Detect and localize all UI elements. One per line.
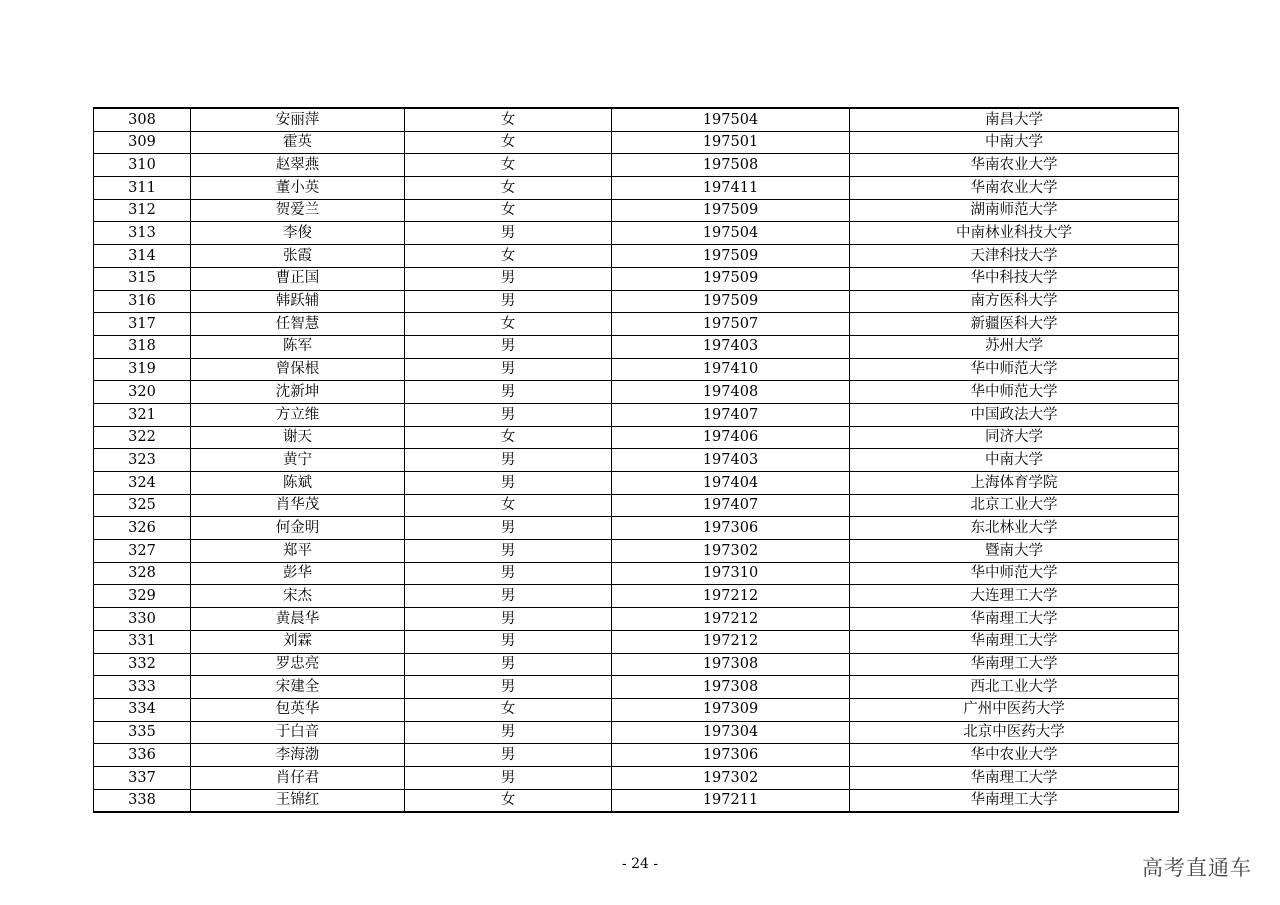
page-number: - 24 - bbox=[621, 856, 659, 872]
cell-number: 324 bbox=[94, 472, 191, 495]
cell-birth: 197509 bbox=[612, 245, 850, 268]
cell-university: 华中科技大学 bbox=[850, 267, 1179, 290]
cell-birth: 197403 bbox=[612, 335, 850, 358]
cell-university: 上海体育学院 bbox=[850, 472, 1179, 495]
cell-gender: 男 bbox=[405, 721, 612, 744]
cell-university: 广州中医药大学 bbox=[850, 698, 1179, 721]
cell-number: 322 bbox=[94, 426, 191, 449]
cell-name: 王锦红 bbox=[191, 789, 405, 812]
table-row bbox=[94, 381, 1179, 404]
cell-name: 陈斌 bbox=[191, 472, 405, 495]
cell-number: 329 bbox=[94, 585, 191, 608]
table-row bbox=[94, 653, 1179, 676]
cell-university: 南方医科大学 bbox=[850, 290, 1179, 313]
cell-university: 华南理工大学 bbox=[850, 630, 1179, 653]
cell-gender: 男 bbox=[405, 744, 612, 767]
table-row bbox=[94, 290, 1179, 313]
cell-gender: 男 bbox=[405, 290, 612, 313]
cell-name: 肖华茂 bbox=[191, 494, 405, 517]
cell-university: 华南理工大学 bbox=[850, 608, 1179, 631]
cell-number: 308 bbox=[94, 108, 191, 131]
cell-name: 刘霖 bbox=[191, 630, 405, 653]
cell-university: 中国政法大学 bbox=[850, 403, 1179, 426]
cell-name: 宋杰 bbox=[191, 585, 405, 608]
cell-name: 宋建全 bbox=[191, 676, 405, 699]
cell-name: 贺爱兰 bbox=[191, 199, 405, 222]
watermark-text: 高考直通车 bbox=[1142, 856, 1252, 880]
cell-university: 北京工业大学 bbox=[850, 494, 1179, 517]
cell-university: 暨南大学 bbox=[850, 540, 1179, 563]
cell-number: 336 bbox=[94, 744, 191, 767]
table-row bbox=[94, 766, 1179, 789]
table-row bbox=[94, 154, 1179, 177]
table-row bbox=[94, 494, 1179, 517]
cell-gender: 男 bbox=[405, 335, 612, 358]
cell-number: 332 bbox=[94, 653, 191, 676]
cell-name: 何金明 bbox=[191, 517, 405, 540]
roster-table bbox=[93, 107, 1179, 813]
cell-university: 中南大学 bbox=[850, 449, 1179, 472]
cell-name: 肖仔君 bbox=[191, 766, 405, 789]
cell-university: 华南理工大学 bbox=[850, 653, 1179, 676]
cell-gender: 男 bbox=[405, 585, 612, 608]
table-row bbox=[94, 585, 1179, 608]
cell-number: 321 bbox=[94, 403, 191, 426]
cell-name: 霍英 bbox=[191, 131, 405, 154]
cell-number: 337 bbox=[94, 766, 191, 789]
cell-birth: 197508 bbox=[612, 154, 850, 177]
table-row bbox=[94, 426, 1179, 449]
cell-gender: 男 bbox=[405, 766, 612, 789]
cell-gender: 男 bbox=[405, 608, 612, 631]
cell-gender: 男 bbox=[405, 358, 612, 381]
cell-gender: 男 bbox=[405, 267, 612, 290]
cell-name: 任智慧 bbox=[191, 313, 405, 336]
cell-university: 湖南师范大学 bbox=[850, 199, 1179, 222]
table-row bbox=[94, 472, 1179, 495]
cell-university: 苏州大学 bbox=[850, 335, 1179, 358]
cell-name: 韩跃辅 bbox=[191, 290, 405, 313]
cell-name: 郑平 bbox=[191, 540, 405, 563]
cell-birth: 197306 bbox=[612, 517, 850, 540]
cell-name: 沈新坤 bbox=[191, 381, 405, 404]
cell-number: 317 bbox=[94, 313, 191, 336]
cell-name: 安丽萍 bbox=[191, 108, 405, 131]
cell-gender: 女 bbox=[405, 131, 612, 154]
cell-number: 309 bbox=[94, 131, 191, 154]
cell-number: 330 bbox=[94, 608, 191, 631]
cell-gender: 男 bbox=[405, 222, 612, 245]
cell-university: 华南农业大学 bbox=[850, 177, 1179, 200]
cell-birth: 197509 bbox=[612, 267, 850, 290]
cell-birth: 197310 bbox=[612, 562, 850, 585]
cell-name: 李海渤 bbox=[191, 744, 405, 767]
cell-birth: 197302 bbox=[612, 766, 850, 789]
cell-number: 312 bbox=[94, 199, 191, 222]
cell-gender: 男 bbox=[405, 517, 612, 540]
cell-gender: 男 bbox=[405, 472, 612, 495]
cell-birth: 197308 bbox=[612, 676, 850, 699]
cell-university: 大连理工大学 bbox=[850, 585, 1179, 608]
cell-university: 华中师范大学 bbox=[850, 358, 1179, 381]
cell-number: 325 bbox=[94, 494, 191, 517]
cell-number: 318 bbox=[94, 335, 191, 358]
cell-name: 曾保根 bbox=[191, 358, 405, 381]
cell-university: 华中师范大学 bbox=[850, 381, 1179, 404]
cell-gender: 女 bbox=[405, 199, 612, 222]
cell-university: 北京中医药大学 bbox=[850, 721, 1179, 744]
table-row bbox=[94, 131, 1179, 154]
table-row bbox=[94, 517, 1179, 540]
cell-birth: 197212 bbox=[612, 585, 850, 608]
cell-number: 319 bbox=[94, 358, 191, 381]
table-row bbox=[94, 676, 1179, 699]
cell-name: 包英华 bbox=[191, 698, 405, 721]
table-row bbox=[94, 403, 1179, 426]
cell-gender: 女 bbox=[405, 698, 612, 721]
cell-gender: 女 bbox=[405, 494, 612, 517]
cell-birth: 197507 bbox=[612, 313, 850, 336]
cell-gender: 女 bbox=[405, 313, 612, 336]
cell-name: 谢天 bbox=[191, 426, 405, 449]
cell-university: 中南林业科技大学 bbox=[850, 222, 1179, 245]
cell-university: 华中农业大学 bbox=[850, 744, 1179, 767]
cell-birth: 197406 bbox=[612, 426, 850, 449]
cell-birth: 197407 bbox=[612, 403, 850, 426]
table-row bbox=[94, 313, 1179, 336]
cell-university: 天津科技大学 bbox=[850, 245, 1179, 268]
cell-birth: 197509 bbox=[612, 290, 850, 313]
cell-gender: 男 bbox=[405, 449, 612, 472]
cell-name: 方立维 bbox=[191, 403, 405, 426]
table-row bbox=[94, 721, 1179, 744]
table-row bbox=[94, 789, 1179, 812]
cell-gender: 女 bbox=[405, 177, 612, 200]
table-row bbox=[94, 267, 1179, 290]
cell-university: 华中师范大学 bbox=[850, 562, 1179, 585]
cell-number: 323 bbox=[94, 449, 191, 472]
cell-name: 赵翠燕 bbox=[191, 154, 405, 177]
cell-number: 316 bbox=[94, 290, 191, 313]
roster-table-body bbox=[94, 108, 1179, 812]
table-row bbox=[94, 222, 1179, 245]
table-row bbox=[94, 744, 1179, 767]
cell-birth: 197410 bbox=[612, 358, 850, 381]
cell-name: 彭华 bbox=[191, 562, 405, 585]
cell-gender: 女 bbox=[405, 154, 612, 177]
cell-name: 董小英 bbox=[191, 177, 405, 200]
cell-birth: 197509 bbox=[612, 199, 850, 222]
cell-number: 333 bbox=[94, 676, 191, 699]
cell-gender: 女 bbox=[405, 789, 612, 812]
cell-birth: 197407 bbox=[612, 494, 850, 517]
cell-university: 南昌大学 bbox=[850, 108, 1179, 131]
cell-gender: 女 bbox=[405, 245, 612, 268]
cell-university: 东北林业大学 bbox=[850, 517, 1179, 540]
cell-number: 338 bbox=[94, 789, 191, 812]
table-row bbox=[94, 108, 1179, 131]
cell-number: 335 bbox=[94, 721, 191, 744]
cell-university: 新疆医科大学 bbox=[850, 313, 1179, 336]
cell-gender: 女 bbox=[405, 426, 612, 449]
cell-birth: 197309 bbox=[612, 698, 850, 721]
cell-gender: 男 bbox=[405, 676, 612, 699]
cell-name: 于白音 bbox=[191, 721, 405, 744]
cell-university: 西北工业大学 bbox=[850, 676, 1179, 699]
cell-number: 315 bbox=[94, 267, 191, 290]
table-row bbox=[94, 630, 1179, 653]
cell-birth: 197404 bbox=[612, 472, 850, 495]
table-row bbox=[94, 245, 1179, 268]
cell-name: 黄晨华 bbox=[191, 608, 405, 631]
cell-name: 李俊 bbox=[191, 222, 405, 245]
table-row bbox=[94, 335, 1179, 358]
table-row bbox=[94, 449, 1179, 472]
cell-name: 曹正国 bbox=[191, 267, 405, 290]
cell-gender: 男 bbox=[405, 653, 612, 676]
cell-birth: 197302 bbox=[612, 540, 850, 563]
cell-name: 陈军 bbox=[191, 335, 405, 358]
cell-number: 311 bbox=[94, 177, 191, 200]
cell-number: 334 bbox=[94, 698, 191, 721]
table-row bbox=[94, 177, 1179, 200]
cell-number: 310 bbox=[94, 154, 191, 177]
cell-number: 326 bbox=[94, 517, 191, 540]
cell-university: 华南理工大学 bbox=[850, 766, 1179, 789]
cell-name: 张霞 bbox=[191, 245, 405, 268]
cell-birth: 197504 bbox=[612, 108, 850, 131]
cell-gender: 男 bbox=[405, 381, 612, 404]
cell-gender: 男 bbox=[405, 403, 612, 426]
cell-birth: 197304 bbox=[612, 721, 850, 744]
cell-university: 华南理工大学 bbox=[850, 789, 1179, 812]
cell-gender: 男 bbox=[405, 630, 612, 653]
cell-birth: 197403 bbox=[612, 449, 850, 472]
cell-birth: 197411 bbox=[612, 177, 850, 200]
cell-name: 黄宁 bbox=[191, 449, 405, 472]
cell-number: 328 bbox=[94, 562, 191, 585]
cell-name: 罗忠亮 bbox=[191, 653, 405, 676]
table-row bbox=[94, 199, 1179, 222]
cell-birth: 197212 bbox=[612, 608, 850, 631]
cell-number: 313 bbox=[94, 222, 191, 245]
cell-number: 327 bbox=[94, 540, 191, 563]
cell-university: 同济大学 bbox=[850, 426, 1179, 449]
table-row bbox=[94, 540, 1179, 563]
cell-university: 中南大学 bbox=[850, 131, 1179, 154]
cell-gender: 男 bbox=[405, 540, 612, 563]
cell-number: 331 bbox=[94, 630, 191, 653]
cell-gender: 男 bbox=[405, 562, 612, 585]
cell-university: 华南农业大学 bbox=[850, 154, 1179, 177]
cell-number: 314 bbox=[94, 245, 191, 268]
cell-birth: 197212 bbox=[612, 630, 850, 653]
cell-birth: 197211 bbox=[612, 789, 850, 812]
table-row bbox=[94, 562, 1179, 585]
cell-birth: 197504 bbox=[612, 222, 850, 245]
cell-birth: 197308 bbox=[612, 653, 850, 676]
table-row bbox=[94, 608, 1179, 631]
cell-gender: 女 bbox=[405, 108, 612, 131]
cell-birth: 197501 bbox=[612, 131, 850, 154]
table-row bbox=[94, 698, 1179, 721]
cell-number: 320 bbox=[94, 381, 191, 404]
cell-birth: 197306 bbox=[612, 744, 850, 767]
cell-birth: 197408 bbox=[612, 381, 850, 404]
table-row bbox=[94, 358, 1179, 381]
